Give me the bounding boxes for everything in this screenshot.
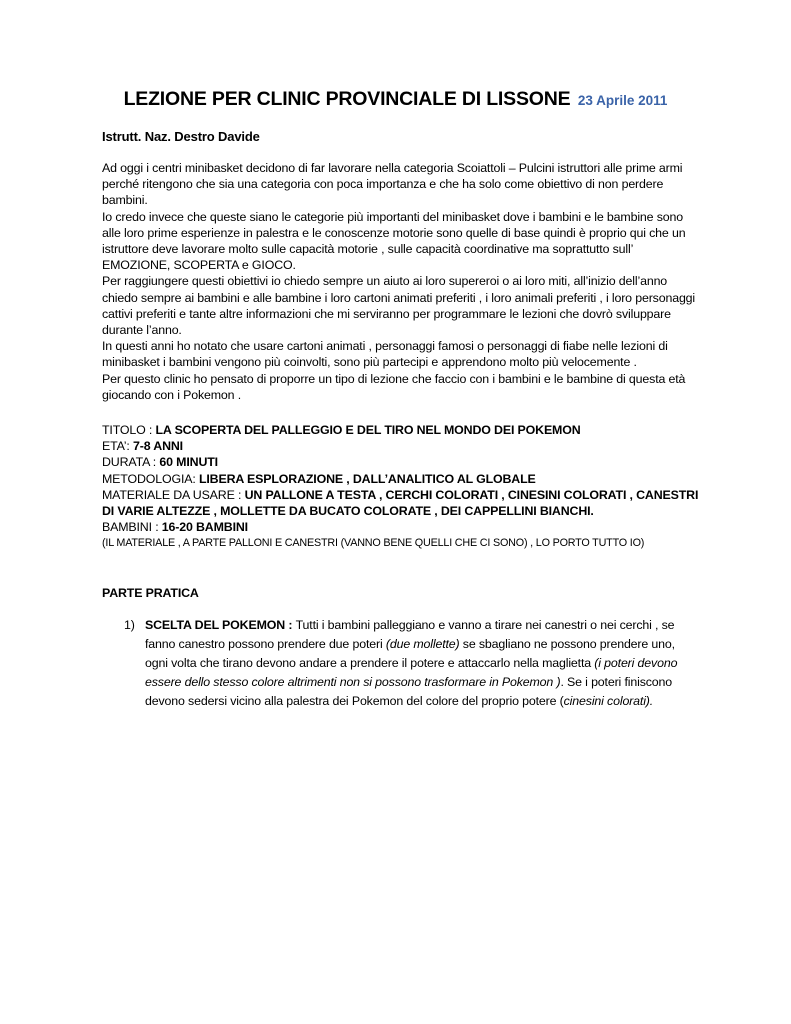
item-number: 1) <box>124 618 135 632</box>
spec-durata <box>102 454 702 470</box>
spec-materiale <box>102 487 702 519</box>
item-text <box>145 616 694 711</box>
item-italic: (due mollette) <box>385 637 460 651</box>
lesson-specs <box>102 422 702 552</box>
spec-label: ETA’: <box>102 439 133 454</box>
intro-paragraph: Per questo clinic ho pensato di proporre un tipo di lezione che faccio con i bambini e le bambine di questa età giocando con i Pokemon . <box>102 371 686 402</box>
item-body: se sbagliano ne possono prendere uno, ogni volta che tirano devono andare a prendere il potere e attaccarlo nella maglietta <box>145 637 675 670</box>
spec-label: METODOLOGIA: <box>102 471 199 486</box>
spec-value: UN PALLONE A TESTA , CERCHI COLORATI , CINESINI COLORATI , CANESTRI DI VARIE ALTEZZE , MOLLETTE DA BUCATO COLORATE , DEI CAPPELLINI BIANCHI. <box>102 487 699 519</box>
spec-label: MATERIALE DA USARE : <box>102 487 245 502</box>
item-body: Tutti i bambini palleggiano e vanno a tirare nei canestri o nei cerchi , se fanno canestro possono prendere due poteri <box>145 618 675 651</box>
spec-value: 16-20 BAMBINI <box>161 520 248 535</box>
title-date: 23 Aprile 2011 <box>577 93 668 108</box>
section-heading: PARTE PRATICA <box>102 586 199 600</box>
material-note: (IL MATERIALE , A PARTE PALLONI E CANESTRI (VANNO BENE QUELLI CHE CI SONO) , LO PORTO TUTTO IO) <box>102 537 645 550</box>
intro-paragraph: Ad oggi i centri minibasket decidono di far lavorare nella categoria Scoiattoli – Pulcini istruttori alle prime armi perché ritengono che sia una categoria con poca importanza e che ha solo come obiettivo di non perdere bambini. <box>102 161 683 208</box>
intro-section <box>102 160 702 403</box>
author-line: Istrutt. Naz. Destro Davide <box>102 129 260 144</box>
spec-eta <box>102 438 702 454</box>
spec-value: 60 MINUTI <box>159 455 218 470</box>
item-heading: SCELTA DEL POKEMON : <box>145 618 296 632</box>
spec-value: LA SCOPERTA DEL PALLEGGIO E DEL TIRO NEL MONDO DEI POKEMON <box>155 423 581 437</box>
spec-value: 7-8 ANNI <box>133 439 183 454</box>
intro-paragraph: In questi anni ho notato che usare cartoni animati , personaggi famosi o personaggi di fiabe nelle lezioni di minibasket i bambini vengono più coinvolti, sono più partecipi e apprendono molto più velocemente . <box>102 339 668 370</box>
spec-label: DURATA : <box>102 455 160 470</box>
item-italic: (i poteri devono essere dello stesso colore altrimenti non si possono trasformare in Pokemon ) <box>145 656 678 689</box>
spec-metodologia <box>102 471 702 487</box>
item-body: . Se i poteri finiscono devono sedersi vicino alla palestra dei Pokemon del colore del proprio potere ( <box>145 675 673 708</box>
spec-label: BAMBINI : <box>102 520 162 535</box>
intro-paragraph: Per raggiungere questi obiettivi io chiedo sempre un aiuto ai loro supereroi o ai loro miti, all’inizio dell’anno chiedo sempre ai bambini e alle bambine i loro cartoni animati preferiti , i loro animali preferiti , i loro personaggi cattivi preferiti e tante altre informazioni che mi serviranno per programmare le lezioni che dovrò sviluppare durante l’anno. <box>102 274 696 338</box>
exercise-item <box>124 616 694 711</box>
title-main: LEZIONE PER CLINIC PROVINCIALE DI LISSONE <box>123 88 571 110</box>
spec-titolo <box>102 422 702 438</box>
document-title <box>0 88 791 111</box>
spec-label: TITOLO : <box>102 423 156 437</box>
item-italic: cinesini colorati). <box>563 694 654 708</box>
spec-bambini <box>102 519 702 535</box>
spec-value: LIBERA ESPLORAZIONE , DALL’ANALITICO AL GLOBALE <box>198 471 536 486</box>
intro-paragraph: Io credo invece che queste siano le categorie più importanti del minibasket dove i bambini e le bambine sono alle loro prime esperienze in palestra e le conoscenze motorie sono quelle di base quindi è proprio qui che un istruttore deve lavorare molto sulle capacità motorie , sulle capacità coordinative ma soprattutto sull’ EMOZIONE, SCOPERTA e GIOCO. <box>102 209 686 273</box>
